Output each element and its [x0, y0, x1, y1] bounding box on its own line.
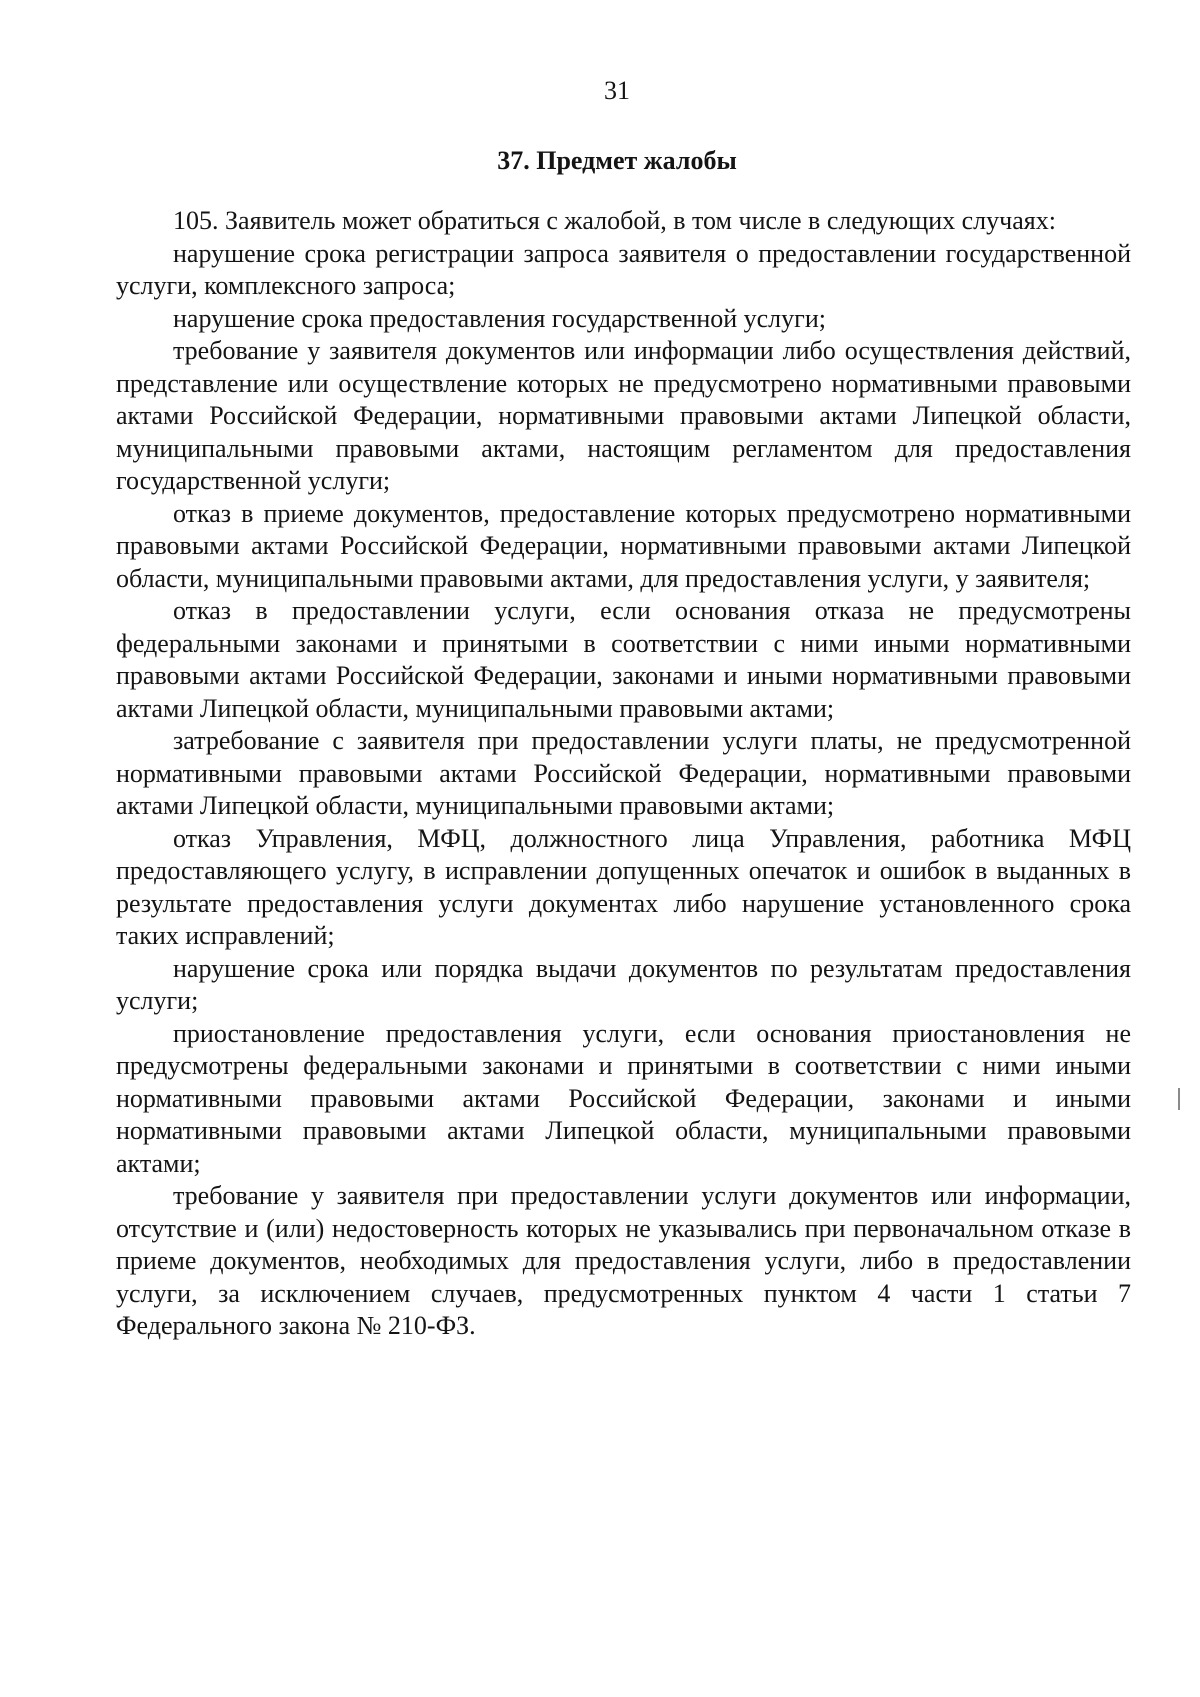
paragraph: отказ в приеме документов, предоставление которых предусмотрено нормативными правовыми актами Российской Федерации, нормативными правовыми актами Липецкой области, муниципальными правовыми актами, для предоставления услуги, у заявителя; — [116, 498, 1131, 593]
paragraph: приостановление предоставления услуги, если основания приостановления не предусмотрены федеральными законами и принятыми в соответствии с ними иными нормативными правовыми актами Российской Федерации, законами и иными нормативными правовыми актами Липецкой области, муниципальными правовыми актами; — [116, 1018, 1131, 1178]
paragraph: отказ в предоставлении услуги, если основания отказа не предусмотрены федеральными законами и принятыми в соответствии с ними иными нормативными правовыми актами Российской Федерации, законами и иными нормативными правовыми актами Липецкой области, муниципальными правовыми актами; — [116, 596, 1131, 723]
document-body — [116, 205, 1131, 1343]
paragraph: нарушение срока предоставления государственной услуги; — [173, 303, 826, 333]
paragraph: 105. Заявитель может обратиться с жалобой, в том числе в следующих случаях: — [173, 206, 1056, 235]
paragraph: требование у заявителя документов или информации либо осуществления действий, представление или осуществление которых не предусмотрено нормативными правовыми актами Российской Федерации, нормативными правовыми актами Липецкой области, муниципальными правовыми актами, настоящим регламентом для предоставления государственной услуги; — [116, 336, 1131, 495]
page-number: 31 — [604, 76, 630, 105]
paragraph: требование у заявителя при предоставлении услуги документов или информации, отсутствие и (или) недостоверность которых не указывались при первоначальном отказе в приеме документов, необходимых для предоставления услуги, либо в предоставлении услуги, за исключением случаев, предусмотренных пунктом 4 части 1 статьи 7 Федерального закона № 210-ФЗ. — [116, 1181, 1131, 1340]
paragraph: отказ Управления, МФЦ, должностного лица Управления, работника МФЦ предоставляющего услугу, в исправлении допущенных опечаток и ошибок в выданных в результате предоставления услуги документах либо нарушение установленного срока таких исправлений; — [116, 823, 1131, 950]
scan-edge-mark — [1178, 1088, 1180, 1110]
paragraph: нарушение срока или порядка выдачи документов по результатам предоставления услуги; — [116, 953, 1131, 1015]
section-title: 37. Предмет жалобы — [497, 146, 737, 175]
paragraph: нарушение срока регистрации запроса заявителя о предоставлении государственной услуги, комплексного запроса; — [116, 238, 1131, 300]
paragraph: затребование с заявителя при предоставлении услуги платы, не предусмотренной нормативными правовыми актами Российской Федерации, нормативными правовыми актами Липецкой области, муниципальными правовыми актами; — [116, 726, 1131, 820]
